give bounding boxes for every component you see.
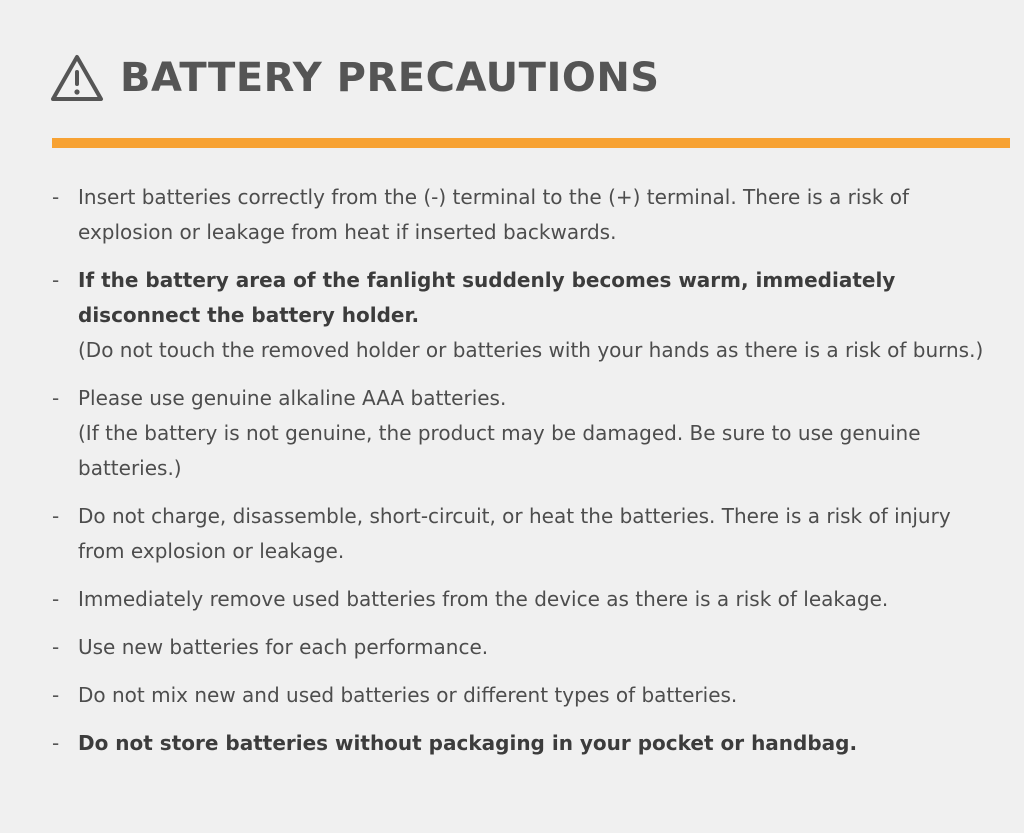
list-dash: - — [52, 386, 60, 410]
page-header — [50, 52, 660, 104]
precaution-item-8 — [50, 726, 1000, 761]
accent-divider — [52, 138, 1010, 148]
precaution-item-1 — [50, 180, 1000, 250]
precaution-text: If the battery area of the fanlight suddenly becomes warm, immediately disconnect the battery holder. — [78, 268, 896, 327]
precautions-list — [50, 180, 1000, 774]
precaution-text: Insert batteries correctly from the (-) terminal to the (+) terminal. There is a risk of explosion or leakage from heat if inserted backwards. — [78, 185, 910, 244]
list-dash: - — [52, 504, 60, 528]
precaution-note: (Do not touch the removed holder or batteries with your hands as there is a risk of burns.) — [78, 338, 984, 362]
precaution-text: Immediately remove used batteries from the device as there is a risk of leakage. — [78, 587, 889, 611]
precaution-item-3 — [50, 381, 1000, 486]
list-dash: - — [52, 683, 60, 707]
precaution-item-5 — [50, 582, 1000, 617]
page-title: BATTERY PRECAUTIONS — [120, 55, 660, 101]
warning-triangle-icon — [50, 53, 104, 103]
precaution-text: Please use genuine alkaline AAA batteries. — [78, 386, 507, 410]
list-dash: - — [52, 587, 60, 611]
precaution-item-6 — [50, 630, 1000, 665]
precaution-item-4 — [50, 499, 1000, 569]
list-dash: - — [52, 731, 60, 755]
precaution-text: Use new batteries for each performance. — [78, 635, 489, 659]
precaution-item-2 — [50, 263, 1000, 368]
precaution-text: Do not mix new and used batteries or different types of batteries. — [78, 683, 738, 707]
precaution-text: Do not charge, disassemble, short-circuit, or heat the batteries. There is a risk of injury from explosion or leakage. — [78, 504, 951, 563]
list-dash: - — [52, 268, 60, 292]
precaution-item-7 — [50, 678, 1000, 713]
list-dash: - — [52, 185, 60, 209]
list-dash: - — [52, 635, 60, 659]
precaution-note: (If the battery is not genuine, the product may be damaged. Be sure to use genuine batteries.) — [78, 421, 921, 480]
precaution-text: Do not store batteries without packaging in your pocket or handbag. — [78, 731, 858, 755]
